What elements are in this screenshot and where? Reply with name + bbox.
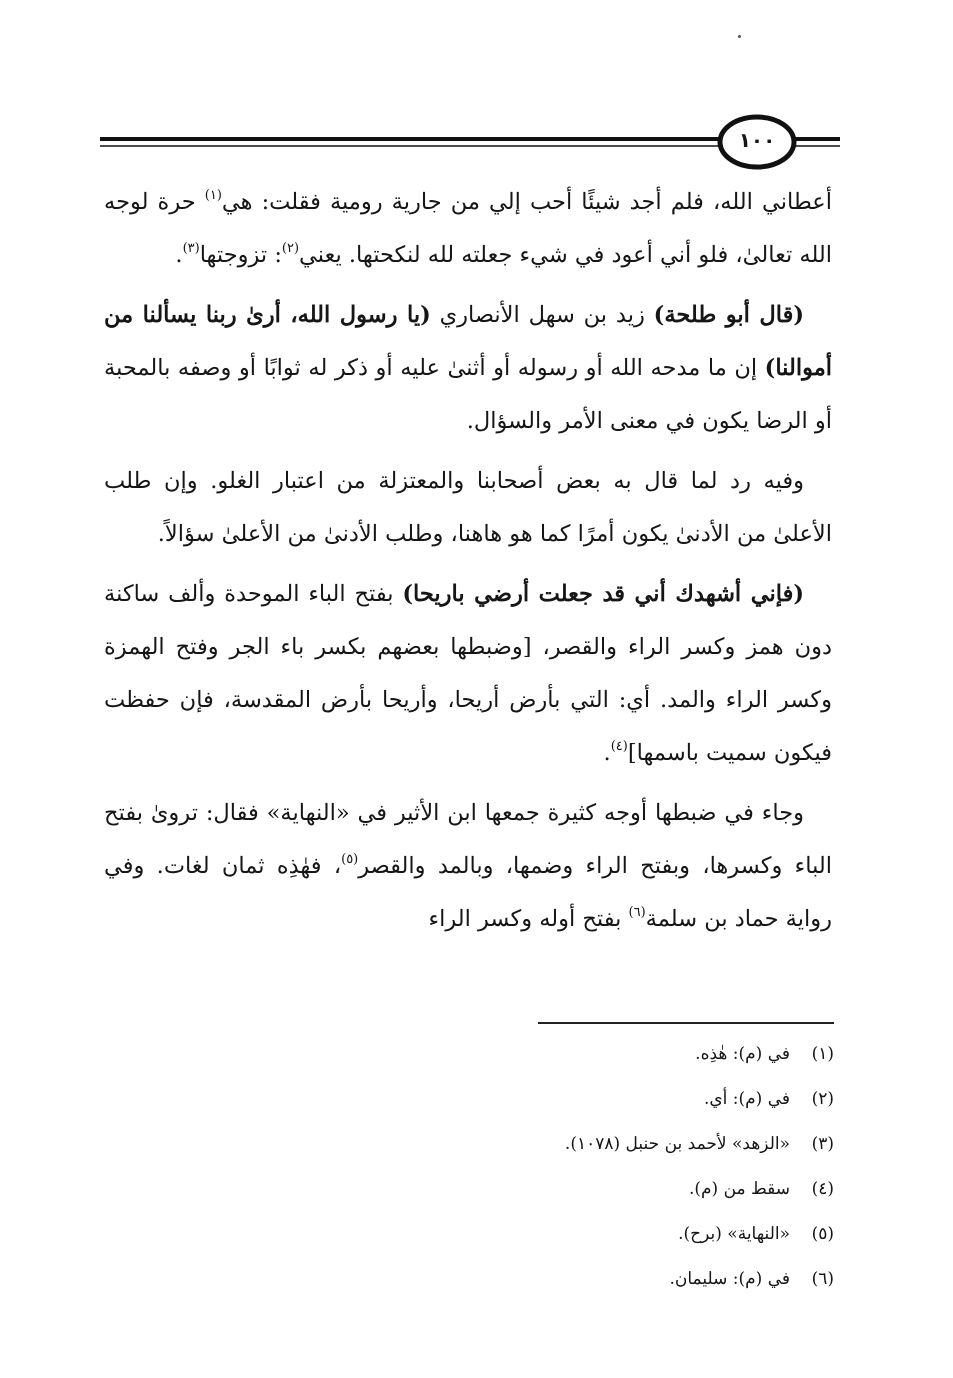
footnote	[300, 1212, 834, 1257]
paragraph	[104, 455, 832, 561]
bold-quote: (قال أبو طلحة)	[653, 302, 805, 328]
footnote-reference: (١)	[204, 188, 222, 203]
footnote-reference: (٥)	[341, 852, 359, 867]
text-segment: بفتح أوله وكسر الراء	[428, 906, 629, 932]
footnote-reference: (٦)	[628, 905, 646, 920]
text-segment: وفيه رد لما قال به بعض أصحابنا والمعتزلة من اعتبار الغلو. وإن طلب الأعلىٰ من الأدنىٰ يكون أمرًا كما هو هاهنا، وطلب الأدنىٰ من الأعلىٰ سؤالاً.	[104, 468, 832, 547]
text-segment: حرة لوجه الله تعالىٰ، فلو أني أعود في شيء جعلته لله لنكحتها. يعني	[104, 189, 832, 268]
main-text	[104, 176, 832, 953]
footnote-reference: (٢)	[281, 241, 300, 256]
bold-quote: (يا رسول الله، أرىٰ ربنا يسألنا من أموالنا)	[104, 302, 832, 381]
footnote-number: (٢)	[811, 1089, 834, 1109]
paragraph	[104, 176, 832, 282]
text-segment: بفتح الباء الموحدة وألف ساكنة دون همز وكسر الراء والقصر، [وضبطها بعضهم بكسر باء الجر وفتح الهمزة وكسر الراء والمد. أي: التي بأرض أريحا، وأريحا بأرض المقدسة، فإن حفظت فيكون سميت باسمها]	[104, 581, 832, 766]
footnote-number: (٦)	[811, 1269, 834, 1289]
footnotes	[300, 1032, 834, 1302]
text-segment: زيد بن سهل الأنصاري	[430, 302, 654, 328]
footnote-number: (٣)	[811, 1134, 834, 1154]
footnote-number: (١)	[811, 1044, 834, 1064]
footnote-text: في (م): سليمان.	[669, 1269, 790, 1289]
text-segment: وجاء في ضبطها أوجه كثيرة جمعها ابن الأثير في «النهاية» فقال: ترویٰ بفتح الباء وكسرها، وبفتح الراء وضمها، وبالمد والقصر	[104, 800, 832, 879]
footnote-number: (٤)	[811, 1179, 834, 1199]
page-header	[100, 112, 840, 172]
footnote-text: سقط من (م).	[688, 1179, 790, 1199]
footnote	[300, 1167, 834, 1212]
footnote	[300, 1032, 834, 1077]
footnote-text: «الزهد» لأحمد بن حنبل (١٠٧٨).	[564, 1134, 790, 1154]
text-segment: ، فهٰذِه ثمان لغات. وفي رواية حماد بن سلمة	[104, 853, 832, 932]
scan-speck	[738, 35, 741, 38]
text-segment: .	[603, 740, 611, 766]
footnote	[300, 1122, 834, 1167]
text-segment: إن ما مدحه الله أو رسوله أو أثنىٰ عليه أو ذكر له ثوابًا أو وصفه بالمحبة أو الرضا يكون في معنى الأمر والسؤال.	[104, 355, 832, 434]
bold-quote: (فإني أشهدك أني قد جعلت أرضي باريحا)	[402, 581, 804, 607]
footnote-reference: (٤)	[610, 739, 628, 754]
paragraph	[104, 787, 832, 946]
footnote	[300, 1077, 834, 1122]
text-segment: : تزوجتها	[199, 242, 282, 268]
footnote	[300, 1257, 834, 1302]
footnote-reference: (٣)	[182, 241, 200, 256]
footnote-text: «النهاية» (برح).	[678, 1224, 790, 1244]
paragraph	[104, 568, 832, 780]
text-segment: .	[175, 242, 183, 268]
footnote-text: في (م): أي.	[703, 1089, 790, 1109]
footnote-separator	[538, 1022, 834, 1024]
paragraph	[104, 289, 832, 448]
footnote-text: في (م): هٰذِه.	[695, 1044, 790, 1064]
text-segment: أعطاني الله، فلم أجد شيئًا أحب إلي من جارية رومية فقلت: هي	[221, 189, 832, 215]
footnote-number: (٥)	[811, 1224, 834, 1244]
page-number: ١٠٠	[738, 128, 776, 152]
